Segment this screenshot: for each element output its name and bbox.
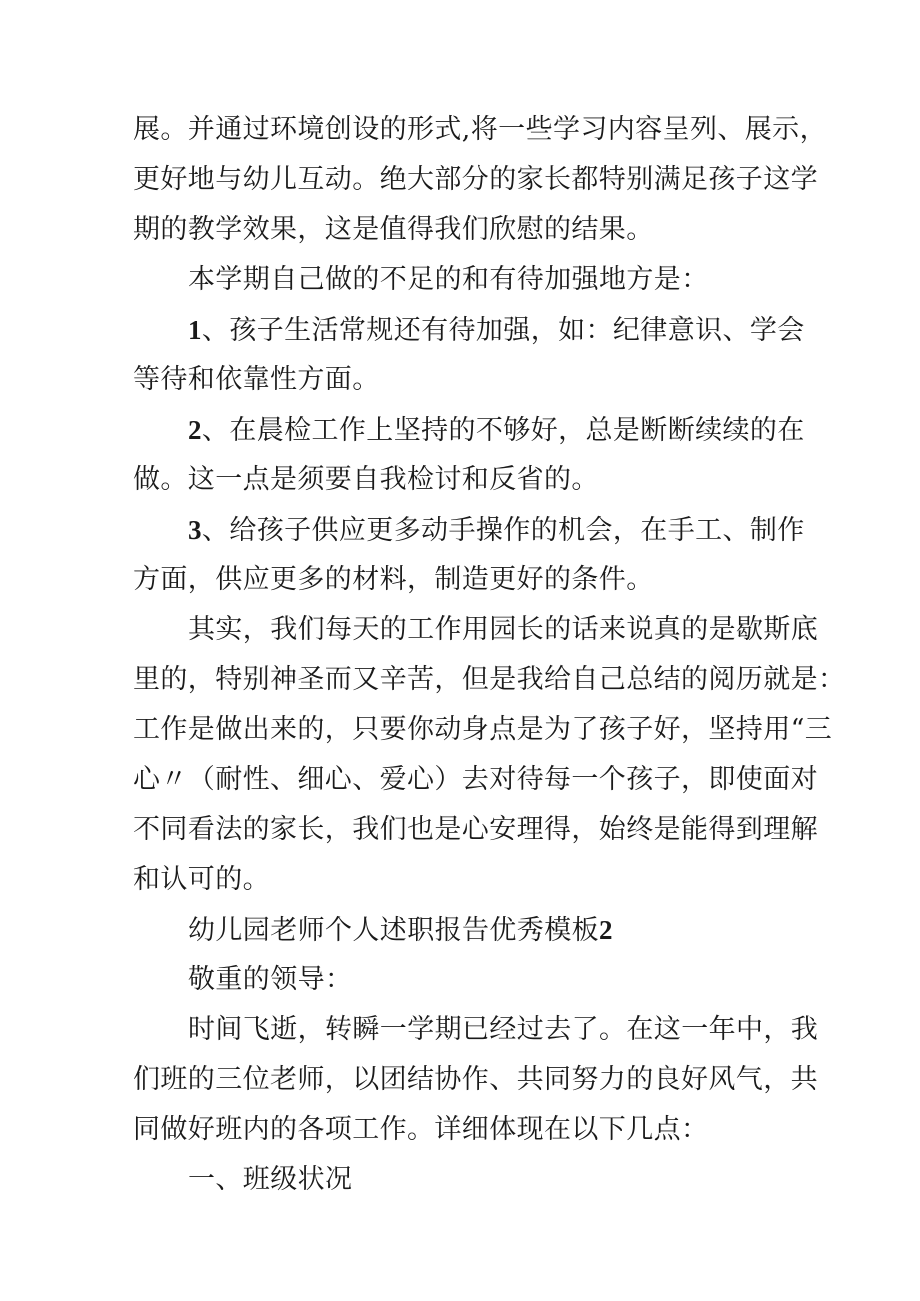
- salutation: 敬重的领导：: [188, 964, 353, 995]
- paragraph-line: 里的，特别神圣而又辛苦，但是我给自己总结的阅历就是：: [133, 664, 846, 695]
- list-item-1: [188, 312, 805, 349]
- subsection-heading: 一、班级状况: [188, 1164, 353, 1195]
- paragraph-line: 不同看法的家长，我们也是心安理得，始终是能得到理解: [133, 814, 818, 845]
- paragraph-line: 其实，我们每天的工作用园长的话来说真的是歇斯底: [188, 614, 819, 645]
- list-separator: 、: [201, 515, 230, 546]
- list-item-3: [188, 512, 805, 549]
- list-text: 孩子生活常规还有待加强，如：纪律意识、学会: [229, 315, 805, 346]
- paragraph-line: 本学期自己做的不足的和有待加强地方是：: [188, 264, 709, 295]
- heading-text: 幼儿园老师个人述职报告优秀模板: [188, 915, 599, 946]
- list-number: 3: [188, 515, 202, 545]
- paragraph-line: 和认可的。: [133, 864, 270, 895]
- list-number: 1: [188, 315, 202, 345]
- paragraph-line: 们班的三位老师，以团结协作、共同努力的良好风气，共: [133, 1064, 818, 1095]
- heading-number: 2: [599, 915, 613, 945]
- list-text: 给孩子供应更多动手操作的机会，在手工、制作: [229, 515, 805, 546]
- list-separator: 、: [201, 415, 230, 446]
- section-heading: [188, 912, 613, 949]
- paragraph-line: 时间飞逝，转瞬一学期已经过去了。在这一年中，我: [188, 1014, 819, 1045]
- list-number: 2: [188, 415, 202, 445]
- paragraph-line: 心〃（耐性、细心、爱心）去对待每一个孩子，即使面对: [133, 764, 818, 795]
- paragraph-line: 展。并通过环境创设的形式,将一些学习内容呈列、展示，: [133, 114, 827, 145]
- paragraph-line: 更好地与幼儿互动。绝大部分的家长都特别满足孩子这学: [133, 164, 818, 195]
- list-separator: 、: [201, 315, 230, 346]
- paragraph-line: 工作是做出来的，只要你动身点是为了孩子好，坚持用“三: [133, 714, 833, 745]
- list-item-2: [188, 412, 805, 449]
- paragraph-line: 期的教学效果，这是值得我们欣慰的结果。: [133, 214, 654, 245]
- paragraph-line: 等待和依靠性方面。: [133, 364, 380, 395]
- paragraph-line: 同做好班内的各项工作。详细体现在以下几点：: [133, 1114, 709, 1145]
- paragraph-line: 方面，供应更多的材料，制造更好的条件。: [133, 564, 654, 595]
- list-text: 在晨检工作上坚持的不够好，总是断断续续的在: [229, 415, 805, 446]
- paragraph-line: 做。这一点是须要自我检讨和反省的。: [133, 464, 599, 495]
